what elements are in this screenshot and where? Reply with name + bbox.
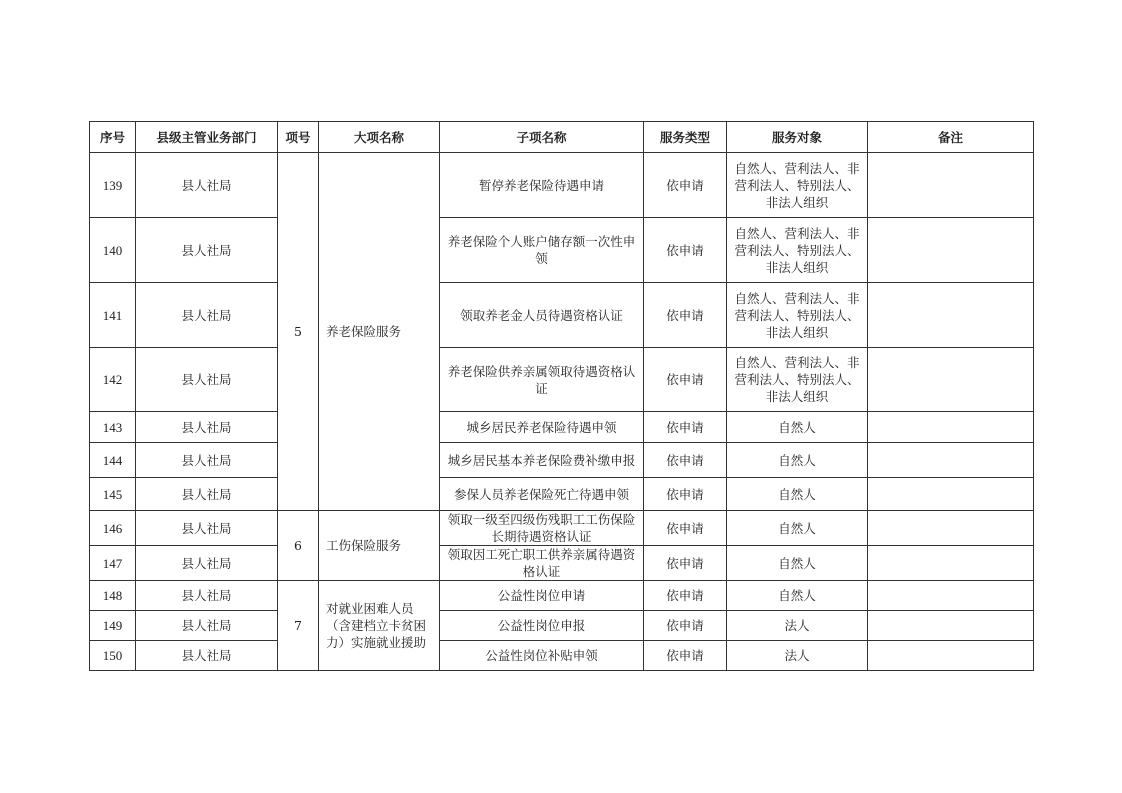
row-sub-item: 养老保险个人账户储存额一次性申领 [440, 218, 644, 283]
row-sub-item: 公益性岗位补贴申领 [440, 641, 644, 671]
row-target: 自然人 [727, 478, 868, 511]
header-target: 服务对象 [727, 122, 868, 153]
row-seq: 147 [90, 546, 136, 581]
row-seq: 146 [90, 511, 136, 546]
row-dept: 县人社局 [136, 641, 278, 671]
row-sub-item: 领取养老金人员待遇资格认证 [440, 283, 644, 348]
row-seq: 144 [90, 443, 136, 478]
header-seq: 序号 [90, 122, 136, 153]
row-target: 自然人 [727, 443, 868, 478]
group-item-name: 养老保险服务 [319, 153, 440, 511]
row-service-type: 依申请 [644, 412, 727, 443]
row-dept: 县人社局 [136, 546, 278, 581]
table-row [90, 641, 1034, 671]
header-item-name: 大项名称 [319, 122, 440, 153]
table-row [90, 511, 1034, 546]
header-remark: 备注 [868, 122, 1034, 153]
row-target: 自然人、营利法人、非营利法人、特别法人、非法人组织 [727, 348, 868, 412]
row-service-type: 依申请 [644, 478, 727, 511]
row-sub-item: 参保人员养老保险死亡待遇申领 [440, 478, 644, 511]
row-remark [868, 478, 1034, 511]
row-target: 自然人 [727, 546, 868, 581]
row-dept: 县人社局 [136, 443, 278, 478]
header-sub-item: 子项名称 [440, 122, 644, 153]
group-item-name: 工伤保险服务 [319, 511, 440, 581]
row-target: 自然人、营利法人、非营利法人、特别法人、非法人组织 [727, 218, 868, 283]
row-service-type: 依申请 [644, 611, 727, 641]
table-row [90, 218, 1034, 283]
row-service-type: 依申请 [644, 511, 727, 546]
row-service-type: 依申请 [644, 641, 727, 671]
table-row [90, 443, 1034, 478]
row-target: 自然人、营利法人、非营利法人、特别法人、非法人组织 [727, 283, 868, 348]
row-remark [868, 511, 1034, 546]
row-sub-item: 城乡居民养老保险待遇申领 [440, 412, 644, 443]
table-row [90, 581, 1034, 611]
row-sub-item: 养老保险供养亲属领取待遇资格认证 [440, 348, 644, 412]
row-service-type: 依申请 [644, 581, 727, 611]
row-target: 自然人 [727, 511, 868, 546]
row-sub-item: 领取因工死亡职工供养亲属待遇资格认证 [440, 546, 644, 581]
row-remark [868, 581, 1034, 611]
table-row [90, 412, 1034, 443]
table-row [90, 611, 1034, 641]
row-target: 自然人、营利法人、非营利法人、特别法人、非法人组织 [727, 153, 868, 218]
row-dept: 县人社局 [136, 153, 278, 218]
group-item-no: 5 [278, 153, 319, 511]
row-service-type: 依申请 [644, 348, 727, 412]
group-item-no: 7 [278, 581, 319, 671]
row-sub-item: 领取一级至四级伤残职工工伤保险长期待遇资格认证 [440, 511, 644, 546]
row-remark [868, 641, 1034, 671]
row-dept: 县人社局 [136, 511, 278, 546]
row-remark [868, 611, 1034, 641]
header-item-no: 项号 [278, 122, 319, 153]
row-seq: 150 [90, 641, 136, 671]
row-service-type: 依申请 [644, 153, 727, 218]
row-remark [868, 412, 1034, 443]
row-seq: 143 [90, 412, 136, 443]
header-row [90, 122, 1034, 153]
row-remark [868, 283, 1034, 348]
row-seq: 142 [90, 348, 136, 412]
row-remark [868, 153, 1034, 218]
header-dept: 县级主管业务部门 [136, 122, 278, 153]
row-remark [868, 443, 1034, 478]
group-item-name: 对就业困难人员（含建档立卡贫困力）实施就业援助 [319, 581, 440, 671]
table-row [90, 478, 1034, 511]
row-sub-item: 暂停养老保险待遇申请 [440, 153, 644, 218]
row-seq: 149 [90, 611, 136, 641]
row-service-type: 依申请 [644, 443, 727, 478]
table-row [90, 348, 1034, 412]
row-service-type: 依申请 [644, 546, 727, 581]
row-dept: 县人社局 [136, 283, 278, 348]
header-service-type: 服务类型 [644, 122, 727, 153]
row-remark [868, 218, 1034, 283]
row-remark [868, 348, 1034, 412]
service-items-table [89, 121, 1034, 671]
row-target: 法人 [727, 611, 868, 641]
group-item-no: 6 [278, 511, 319, 581]
table-row [90, 153, 1034, 218]
table-row [90, 283, 1034, 348]
row-dept: 县人社局 [136, 611, 278, 641]
row-seq: 141 [90, 283, 136, 348]
row-target: 自然人 [727, 581, 868, 611]
row-seq: 140 [90, 218, 136, 283]
row-dept: 县人社局 [136, 348, 278, 412]
row-dept: 县人社局 [136, 581, 278, 611]
row-service-type: 依申请 [644, 283, 727, 348]
row-seq: 145 [90, 478, 136, 511]
row-sub-item: 公益性岗位申请 [440, 581, 644, 611]
row-target: 法人 [727, 641, 868, 671]
row-seq: 148 [90, 581, 136, 611]
row-dept: 县人社局 [136, 218, 278, 283]
row-service-type: 依申请 [644, 218, 727, 283]
row-sub-item: 城乡居民基本养老保险费补缴申报 [440, 443, 644, 478]
row-sub-item: 公益性岗位申报 [440, 611, 644, 641]
row-remark [868, 546, 1034, 581]
row-dept: 县人社局 [136, 478, 278, 511]
row-target: 自然人 [727, 412, 868, 443]
row-dept: 县人社局 [136, 412, 278, 443]
table-row [90, 546, 1034, 581]
row-seq: 139 [90, 153, 136, 218]
